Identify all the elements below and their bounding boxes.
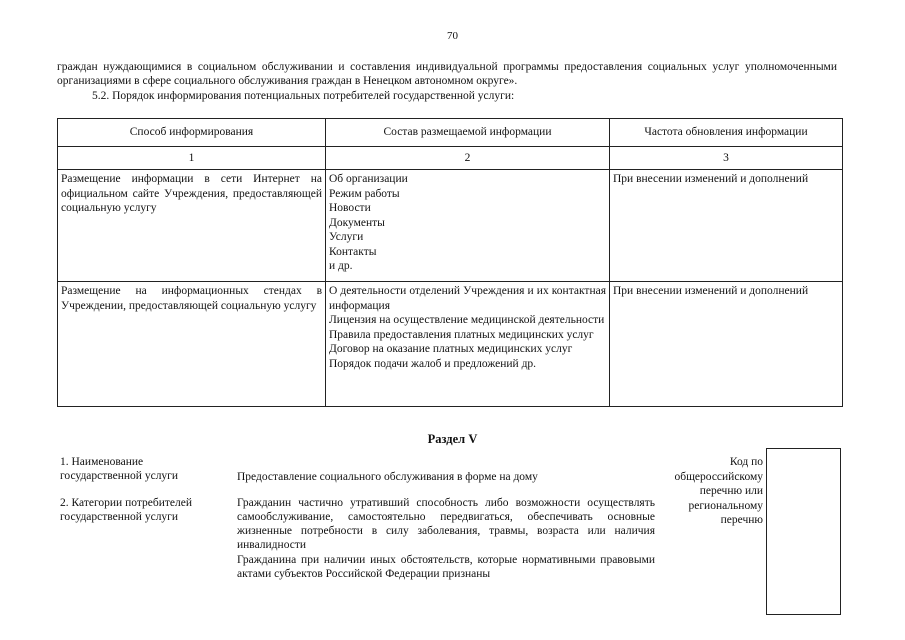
service-name-label: 1. Наименование государственной услуги bbox=[60, 456, 179, 482]
content-line: Услуги bbox=[329, 231, 364, 243]
subsection-heading: 5.2. Порядок информирования потенциальных потребителей государственной услуги: bbox=[92, 90, 515, 102]
registry-code-box bbox=[766, 448, 841, 615]
content-cell bbox=[326, 170, 610, 282]
content-line: Договор на оказание платных медицинских услуг bbox=[329, 343, 573, 355]
content-line: Контакты bbox=[329, 245, 377, 258]
column-number: 3 bbox=[610, 147, 843, 170]
table-header-row bbox=[58, 119, 843, 147]
content-line: Новости bbox=[329, 202, 371, 214]
content-line: и др. bbox=[329, 260, 353, 272]
method-cell: Размещение информации в сети Интернет на официальном сайте Учреждения, предоставляющей социальную услугу bbox=[58, 170, 326, 282]
table-row bbox=[58, 282, 843, 407]
column-number: 1 bbox=[58, 147, 326, 170]
content-line: О деятельности отделений Учреждения и их контактная информация bbox=[329, 285, 606, 312]
table-header-cell: Частота обновления информации bbox=[610, 119, 843, 147]
content-line: Порядок подачи жалоб и предложений др. bbox=[329, 357, 537, 370]
content-line: Режим работы bbox=[329, 187, 400, 200]
content-line: Об организации bbox=[329, 173, 408, 185]
section-title: Раздел V bbox=[427, 432, 478, 446]
informing-table bbox=[57, 118, 843, 407]
content-line: Лицензия на осуществление медицинской деятельности bbox=[329, 314, 605, 326]
continued-paragraph: граждан нуждающимися в социальном обслуживании и составления индивидуальной программы предоставления социальных услуг уполномоченными организациями в сфере социального обслуживания граждан в Ненецком автономном округе». bbox=[57, 61, 837, 87]
consumer-category-label: 2. Категории потребителей государственной услуги bbox=[60, 497, 192, 523]
content-line: Документы bbox=[329, 216, 385, 229]
method-cell: Размещение на информационных стендах в Учреждении, предоставляющей социальную услугу bbox=[58, 282, 326, 407]
frequency-cell: При внесении изменений и дополнений bbox=[610, 170, 843, 282]
service-name-value: Предоставление социального обслуживания в форме на дому bbox=[237, 471, 538, 483]
column-number: 2 bbox=[326, 147, 610, 170]
content-line: Правила предоставления платных медицинских услуг bbox=[329, 328, 594, 341]
table-row bbox=[58, 170, 843, 282]
consumer-category-value-continued: Гражданина при наличии иных обстоятельств, которые нормативными правовыми актами субъектов Российской Федерации признаны bbox=[237, 554, 655, 580]
content-cell bbox=[326, 282, 610, 407]
table-header-cell: Способ информирования bbox=[58, 119, 326, 147]
frequency-cell: При внесении изменений и дополнений bbox=[610, 282, 843, 407]
consumer-category-value: Гражданин частично утративший способность либо возможности осуществлять самообслуживание, самостоятельно передвигаться, обеспечивать основные жизненные потребности в силу заболевания, травмы, возраста или наличия инвалидности bbox=[237, 497, 655, 551]
registry-code-label: Код по общероссийскому перечню или региональному перечню bbox=[674, 456, 763, 526]
page-number: 70 bbox=[447, 30, 458, 42]
table-number-row bbox=[58, 147, 843, 170]
table-header-cell: Состав размещаемой информации bbox=[326, 119, 610, 147]
